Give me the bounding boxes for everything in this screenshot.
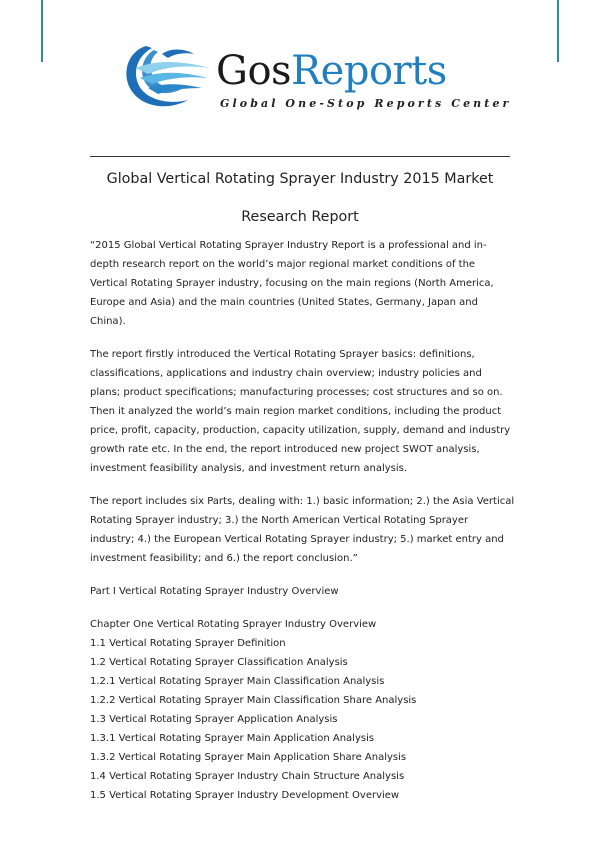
globe-swoosh-icon — [118, 38, 214, 114]
toc-item: 1.5 Vertical Rotating Sprayer Industry Development Overview — [90, 790, 400, 801]
title-divider — [90, 156, 510, 157]
title-line-2: Research Report — [241, 209, 359, 225]
right-edge-line — [557, 0, 559, 62]
toc-item: 1.3.2 Vertical Rotating Sprayer Main Application Share Analysis — [90, 752, 407, 763]
document-body — [90, 236, 515, 805]
brand-name — [216, 48, 447, 94]
document-title — [90, 160, 510, 236]
gosreports-logo — [118, 38, 512, 114]
toc-item: 1.3.1 Vertical Rotating Sprayer Main Application Analysis — [90, 733, 375, 744]
toc-item: 1.2 Vertical Rotating Sprayer Classification Analysis — [90, 657, 348, 668]
toc-item: 1.2.1 Vertical Rotating Sprayer Main Classification Analysis — [90, 676, 385, 687]
basics-paragraph: The report firstly introduced the Vertical Rotating Sprayer basics: definitions, classifications, applications and industry chain overview; industry policies and plans; product specifications; manufacturing processes; cost structures and so on. Then it analyzed the world’s main region market conditions, including the product price, profit, capacity, production, capacity utilization, supply, demand and industry growth rate etc. In the end, the report introduced new project SWOT analysis, investment feasibility analysis, and investment return analysis. — [90, 349, 511, 474]
toc-item: 1.4 Vertical Rotating Sprayer Industry Chain Structure Analysis — [90, 771, 405, 782]
toc-item: 1.1 Vertical Rotating Sprayer Definition — [90, 638, 286, 649]
toc-item: 1.2.2 Vertical Rotating Sprayer Main Classification Share Analysis — [90, 695, 417, 706]
part-heading: Part I Vertical Rotating Sprayer Industry Overview — [90, 586, 339, 597]
brand-name-part2: Reports — [291, 48, 447, 94]
intro-paragraph: “2015 Global Vertical Rotating Sprayer Industry Report is a professional and in-depth research report on the world’s major regional market conditions of the Vertical Rotating Sprayer industry, focusing on the main regions (North America, Europe and Asia) and the main countries (United States, Germany, Japan and China). — [90, 240, 494, 327]
parts-paragraph: The report includes six Parts, dealing with: 1.) basic information; 2.) the Asia Vertical Rotating Sprayer industry; 3.) the North American Vertical Rotating Sprayer industry; 4.) the European Vertical Rotating Sprayer industry; 5.) market entry and investment feasibility; and 6.) the report conclusion.” — [90, 496, 515, 564]
table-of-contents — [90, 615, 515, 805]
toc-item: Chapter One Vertical Rotating Sprayer Industry Overview — [90, 619, 377, 630]
brand-tagline: Global One-Stop Reports Center — [220, 97, 512, 110]
title-line-1: Global Vertical Rotating Sprayer Industry 2015 Market — [106, 171, 494, 187]
toc-item: 1.3 Vertical Rotating Sprayer Application Analysis — [90, 714, 338, 725]
brand-name-part1: Gos — [216, 48, 292, 94]
left-edge-line — [41, 0, 43, 62]
